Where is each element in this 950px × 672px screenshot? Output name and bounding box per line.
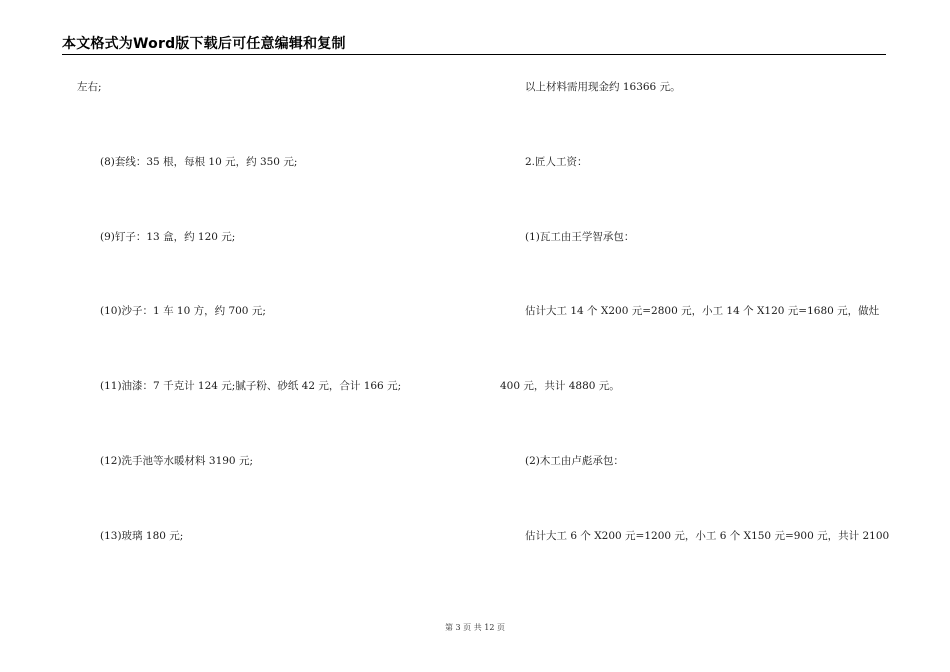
right-line-1: 以上材料需用现金约 16366 元。	[525, 81, 681, 93]
left-line-2: (8)套线：35 根，每根 10 元，约 350 元;	[100, 156, 298, 168]
right-line-5: 400 元，共计 4880 元。	[500, 380, 620, 392]
left-line-7: (13)玻璃 180 元;	[100, 530, 184, 542]
right-line-7: 估计大工 6 个 X200 元=1200 元，小工 6 个 X150 元=900 元，共计 2100	[525, 530, 890, 542]
left-line-4: (10)沙子：1 车 10 方，约 700 元;	[100, 305, 266, 317]
right-line-3: (1)瓦工由王学智承包：	[525, 231, 635, 243]
left-line-3: (9)钉子：13 盒，约 120 元;	[100, 231, 236, 243]
right-line-6: (2)木工由卢彪承包：	[525, 455, 624, 467]
left-line-6: (12)洗手池等水暖材料 3190 元;	[100, 455, 253, 467]
left-line-5: (11)油漆：7 千克计 124 元;腻子粉、砂纸 42 元，合计 166 元;	[100, 380, 402, 392]
left-line-1: 左右;	[77, 81, 102, 93]
right-line-2: 2.匠人工资：	[525, 156, 588, 168]
right-line-4: 估计大工 14 个 X200 元=2800 元，小工 14 个 X120 元=1680 元，做灶	[525, 305, 880, 317]
page-number-footer: 第 3 页 共 12 页	[445, 623, 505, 632]
header-title: 本文格式为Word版下载后可任意编辑和复制	[62, 36, 346, 52]
header-divider	[62, 54, 886, 55]
